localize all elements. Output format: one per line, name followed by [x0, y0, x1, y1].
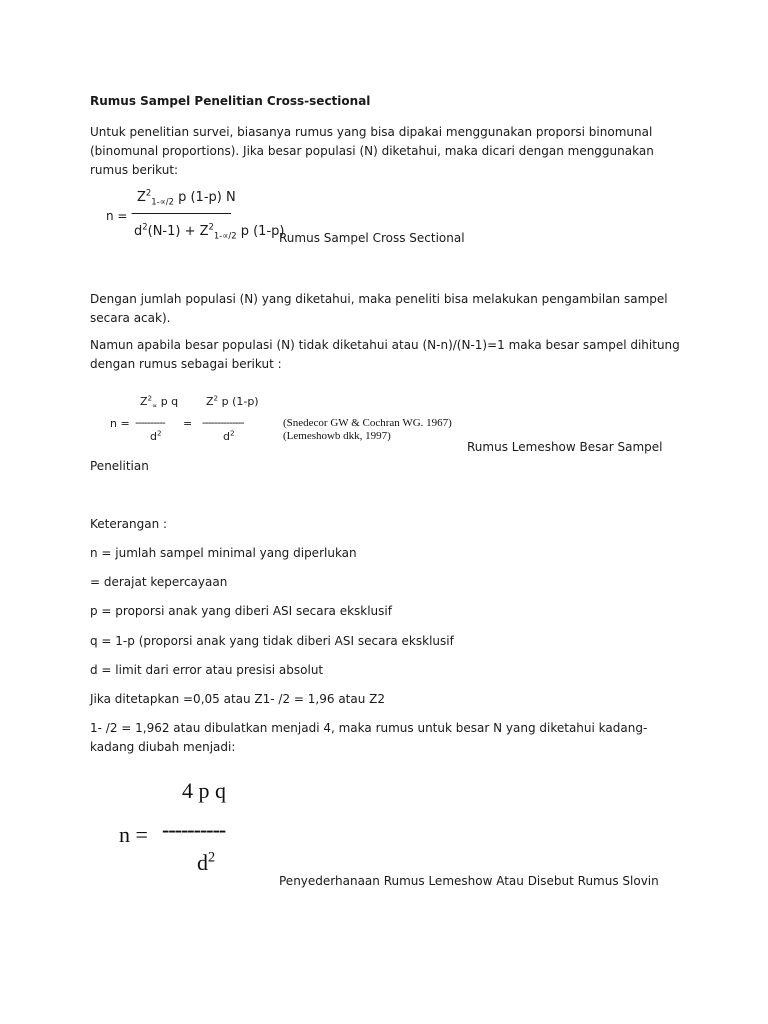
formula2-numerator-right: $Z^2$ p (1-p) — [206, 393, 259, 408]
formula2-caption: Rumus Lemeshow Besar Sampel — [467, 440, 663, 454]
formula2-numerator-left: $Z^2_\propto$ p q — [140, 393, 179, 411]
formula1-caption: Rumus Sampel Cross Sectional — [279, 231, 465, 245]
formula2-equals: = — [183, 417, 193, 430]
formula3-denominator: $d^2$ — [197, 849, 216, 875]
keterangan-item: d = limit dari error atau presisi absolut — [90, 663, 324, 677]
formula2-fraction-line-left: ---------- — [135, 416, 165, 429]
formula2-denominator-right: $d^2$ — [223, 428, 235, 443]
formula2-caption-continued: Penelitian — [90, 459, 149, 473]
paragraph-rounding: 1- /2 = 1,962 atau dibulatkan menjadi 4, maka rumus untuk besar N yang diketahui kadang-kadang diubah menjadi: — [90, 721, 648, 754]
formula1-denominator: $d^2(N-1) + Z^2_{1-\propto/2}$ p (1-p) — [134, 221, 285, 241]
intro-paragraph: Untuk penelitian survei, biasanya rumus yang bisa dipakai menggunakan proporsi binomunal (binomunal proportions). Jika besar populasi (N) diketahui, maka dicari dengan menggunakan rumus berikut: — [90, 125, 654, 177]
keterangan-heading: Keterangan : — [90, 517, 168, 531]
keterangan-item: q = 1-p (proporsi anak yang tidak diberi ASI secara eksklusif — [90, 634, 454, 648]
paragraph-known-population: Dengan jumlah populasi (N) yang diketahui, maka peneliti bisa melakukan pengambilan sampel secara acak). — [90, 292, 668, 325]
keterangan-item: n = jumlah sampel minimal yang diperlukan — [90, 546, 357, 560]
formula2-reference-lemeshow: (Lemeshowb dkk, 1997) — [283, 430, 391, 442]
formula2-fraction-line-right: -------------- — [202, 416, 244, 429]
formula1-lhs: n = — [106, 209, 128, 223]
formula3-caption: Penyederhanaan Rumus Lemeshow Atau Disebut Rumus Slovin — [279, 874, 659, 888]
formula3-fraction-line: ---------- — [162, 817, 226, 842]
formula1-fraction-line: ----------------------------------- — [131, 206, 231, 220]
formula2-lhs: n = — [110, 417, 130, 430]
keterangan-item: Jika ditetapkan =0,05 atau Z1- /2 = 1,96 atau Z2 — [90, 692, 386, 706]
formula2-reference-snedecor: (Snedecor GW & Cochran WG. 1967) — [283, 417, 452, 429]
formula1-numerator: $Z^2_{1-\propto/2}$ p (1-p) N — [137, 187, 236, 207]
keterangan-item: = derajat kepercayaan — [90, 575, 228, 589]
formula2-denominator-left: $d^2$ — [150, 428, 162, 443]
keterangan-item: p = proporsi anak yang diberi ASI secara eksklusif — [90, 604, 392, 618]
paragraph-unknown-population: Namun apabila besar populasi (N) tidak diketahui atau (N-n)/(N-1)=1 maka besar sampel dihitung dengan rumus sebagai berikut : — [90, 338, 680, 371]
formula3-numerator: 4 p q — [182, 778, 226, 803]
formula3-lhs: n = — [119, 822, 148, 847]
page-title: Rumus Sampel Penelitian Cross-sectional — [90, 94, 371, 108]
